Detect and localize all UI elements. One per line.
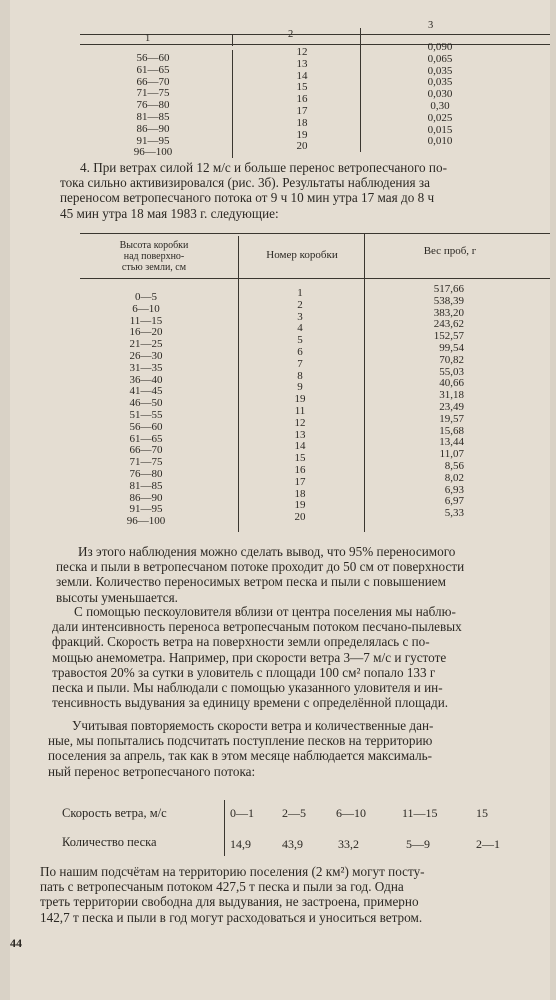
- text-line: переносом ветропесчаного потока от 9 ч 10 мин утра 17 мая до 8 ч: [60, 190, 435, 206]
- text-line: высоты уменьшается.: [56, 589, 178, 605]
- table3-cell: 6—10: [336, 806, 366, 820]
- table2-cell: 3: [297, 310, 303, 323]
- table1-header-3: 3: [428, 20, 434, 31]
- text-line: 45 мин утра 18 мая 1983 г. следующие:: [60, 205, 279, 221]
- table1-cell: 0,035: [427, 76, 453, 89]
- table2-header-height: [84, 240, 224, 273]
- text-line: ные, мы попытались подсчитать поступление песков на территорию: [48, 733, 433, 749]
- table2-cell: 70,82: [439, 353, 464, 366]
- table2-cell: 9: [297, 381, 303, 394]
- table2-cell: 243,62: [433, 318, 464, 331]
- text-line: треть территории свободна для выдувания, не застроена, примерно: [40, 894, 419, 910]
- table1-cell: 20: [296, 140, 308, 153]
- table1-cell: 17: [296, 104, 308, 117]
- table2-cell: 17: [294, 475, 306, 488]
- table3-cell: 43,9: [282, 837, 303, 851]
- table2-cell: 76—80: [129, 467, 163, 480]
- text-line: 142,7 т песка и пыли в год могут расходоваться и уноситься ветром.: [40, 909, 423, 925]
- table2-cell: 8,56: [444, 459, 464, 472]
- table2-cell: 383,20: [433, 306, 464, 319]
- table2-cell: 11,07: [439, 448, 464, 461]
- table2-cell: 8: [297, 369, 303, 382]
- text-line: поселения за апрель, так как в этом месяце наблюдается максималь-: [48, 748, 433, 764]
- table1-col2: [282, 47, 322, 153]
- table1-header-2: 2: [288, 29, 294, 40]
- table2-col-heights: [104, 292, 188, 528]
- table2-cell: 5,33: [444, 507, 464, 520]
- text-line: Учитывая повторяемость скорости ветра и количественные дан-: [72, 718, 434, 733]
- text-line: земли. Количество переносимых ветром песка и пыли с повышением: [56, 574, 447, 590]
- text-line: фракций. Скорость ветра на поверхности земли определялась с по-: [52, 634, 430, 650]
- table1-col1: [118, 53, 188, 159]
- header-line: над поверхно-: [123, 251, 185, 262]
- table1-cell: 0,090: [427, 41, 453, 53]
- table3-cell: 2—1: [476, 837, 500, 851]
- text-line: ный перенос ветропесчаного потока:: [48, 763, 256, 779]
- text-line: По нашим подсчётам на территорию поселения (2 км²) могут посту-: [40, 864, 425, 879]
- table2-cell: 12: [294, 416, 306, 429]
- table1-cell: 13: [296, 57, 308, 70]
- table2-cell: 19: [294, 499, 306, 512]
- table3-row-amounts: [230, 837, 530, 853]
- table2-cell: 46—50: [129, 397, 163, 410]
- table2-cell: 538,39: [433, 294, 464, 307]
- table2-cell: 11—15: [129, 314, 163, 327]
- paragraph-4: [60, 160, 550, 221]
- table1-cell: 0,010: [427, 135, 453, 148]
- table2-cell: 517,66: [433, 283, 464, 295]
- table2-cell: 13: [294, 428, 306, 441]
- table1-cell: 0,025: [427, 111, 453, 124]
- table2-cell: 66—70: [129, 444, 163, 457]
- table1-cell: 0,30: [430, 99, 450, 112]
- table2-cell: 6: [297, 345, 303, 358]
- table2-cell: 15: [294, 452, 306, 465]
- table1-header-1: 1: [145, 33, 151, 44]
- table2-cell: 152,57: [433, 330, 464, 343]
- table1-cell: 91—95: [136, 134, 170, 147]
- table2-cell: 14: [294, 440, 306, 453]
- text-line: Из этого наблюдения можно сделать вывод, что 95% переносимого: [78, 544, 456, 559]
- table2-header-weight: Вес проб, г: [423, 245, 477, 257]
- table1-cell: 61—65: [136, 63, 170, 76]
- text-line: тенсивность выдувания за единицу времени с определённой площади.: [52, 695, 449, 711]
- table3-cell: 15: [476, 806, 488, 820]
- table2-cell: 96—100: [126, 515, 166, 528]
- table2-cell: 1: [297, 287, 303, 299]
- table2-cell: 51—55: [129, 408, 163, 421]
- table3-cell: 33,2: [338, 837, 359, 851]
- table1-cell: 56—60: [136, 52, 170, 64]
- table2-cell: 11: [294, 404, 306, 417]
- table2-header-number: Номер коробки: [266, 249, 338, 261]
- table1-cell: 0,015: [427, 123, 453, 136]
- table1-cell: 14: [296, 69, 308, 82]
- table2-cell: 41—45: [129, 385, 163, 398]
- table2-cell: 8,02: [444, 471, 464, 484]
- table2-cell: 0—5: [135, 291, 157, 303]
- table2-cell: 19: [294, 393, 306, 406]
- table3-label-speed: Скорость ветра, м/с: [62, 806, 167, 820]
- table1-cell: 18: [296, 116, 308, 129]
- table2-cell: 20: [294, 511, 306, 524]
- paragraph-repeatability: [48, 718, 550, 779]
- table2-cell: 6—10: [132, 302, 160, 315]
- table3-label-amount: Количество песка: [62, 835, 157, 849]
- table1-cell: 15: [296, 81, 308, 94]
- table3-cell: 2—5: [282, 806, 306, 820]
- header-line: стью земли, см: [121, 262, 187, 273]
- table1-cell: 66—70: [136, 75, 170, 88]
- table2-cell: 40,66: [439, 377, 464, 390]
- table2-cell: 19,57: [439, 412, 464, 425]
- table1-cell: 86—90: [136, 122, 170, 135]
- table1-cell: 81—85: [136, 110, 170, 123]
- table2-cell: 2: [297, 298, 303, 311]
- table3-cell: 0—1: [230, 806, 254, 820]
- table2-cell: 6,93: [444, 483, 464, 496]
- table1-col3: [410, 42, 470, 148]
- table2-cell: 6,97: [444, 495, 464, 508]
- page-sheet: [10, 0, 550, 1000]
- table2-cell: 18: [294, 487, 306, 500]
- table1-cell: 76—80: [136, 99, 170, 112]
- text-line: тока сильно активизировался (рис. 3б). Результаты наблюдения за: [60, 175, 430, 191]
- table2-cell: 91—95: [129, 503, 163, 516]
- text-line: С помощью пескоуловителя вблизи от центра поселения мы наблю-: [74, 604, 456, 619]
- table3-cell: 14,9: [230, 837, 251, 851]
- table2-cell: 61—65: [129, 432, 163, 445]
- table1-cell: 0,035: [427, 64, 453, 77]
- table3-cell: 11—15: [402, 806, 438, 820]
- text-line: 4. При ветрах силой 12 м/с и больше перенос ветропесчаного по-: [80, 160, 447, 175]
- text-line: дали интенсивность переноса ветропесчаным потоком песчано-пылевых: [52, 619, 462, 635]
- table2-cell: 31—35: [129, 361, 163, 374]
- table2-cell: 86—90: [129, 491, 163, 504]
- table2-cell: 55,03: [439, 365, 464, 378]
- table2-cell: 7: [297, 357, 303, 370]
- table2-cell: 26—30: [129, 349, 163, 362]
- paragraph-final: [40, 864, 550, 925]
- table2-col-numbers: [280, 288, 320, 524]
- text-line: мощью анемометра. Например, при скорости ветра 3—7 м/с и густоте: [52, 649, 447, 665]
- table1-cell: 96—100: [133, 146, 173, 159]
- page-number: 44: [10, 936, 22, 950]
- text-line: песка и пыли в ветропесчаном потоке проходит до 50 см от поверхности: [56, 559, 465, 575]
- paragraph-conclusion: [56, 544, 550, 605]
- table2-cell: 4: [297, 322, 303, 335]
- text-line: травостоя 20% за сутки в уловитель с площади 100 см² попало 133 г: [52, 664, 436, 680]
- table3-cell: 5—9: [406, 837, 430, 851]
- table2-cell: 99,54: [439, 341, 464, 354]
- text-line: пать с ветропесчаным потоком 427,5 т песка и пыли за год. Одна: [40, 879, 404, 895]
- text-line: песка и пыли. Мы наблюдали с помощью указанного уловителя и ин-: [52, 680, 443, 696]
- table2-cell: 56—60: [129, 420, 163, 433]
- table1-cell: 71—75: [136, 87, 170, 100]
- table2-cell: 15,68: [439, 424, 464, 437]
- table1-cell: 19: [296, 128, 308, 141]
- paragraph-sand-trap: [52, 604, 550, 710]
- table2-cell: 31,18: [439, 389, 464, 402]
- table3-row-speeds: [230, 806, 530, 822]
- table2-cell: 36—40: [129, 373, 163, 386]
- table1-cell: 16: [296, 93, 308, 106]
- table2-cell: 71—75: [129, 456, 163, 469]
- table1-cell: 0,065: [427, 52, 453, 65]
- table2-cell: 16: [294, 463, 306, 476]
- table2-cell: 5: [297, 334, 303, 347]
- table2-cell: 21—25: [129, 338, 163, 351]
- table1-cell: 0,030: [427, 88, 453, 101]
- table2-cell: 23,49: [439, 400, 464, 413]
- table2-cell: 13,44: [439, 436, 464, 449]
- header-line: Высота коробки: [119, 240, 189, 251]
- table2-col-weights: [410, 284, 464, 520]
- table1-cell: 12: [296, 46, 308, 58]
- table2-cell: 16—20: [129, 326, 163, 339]
- table2-cell: 81—85: [129, 479, 163, 492]
